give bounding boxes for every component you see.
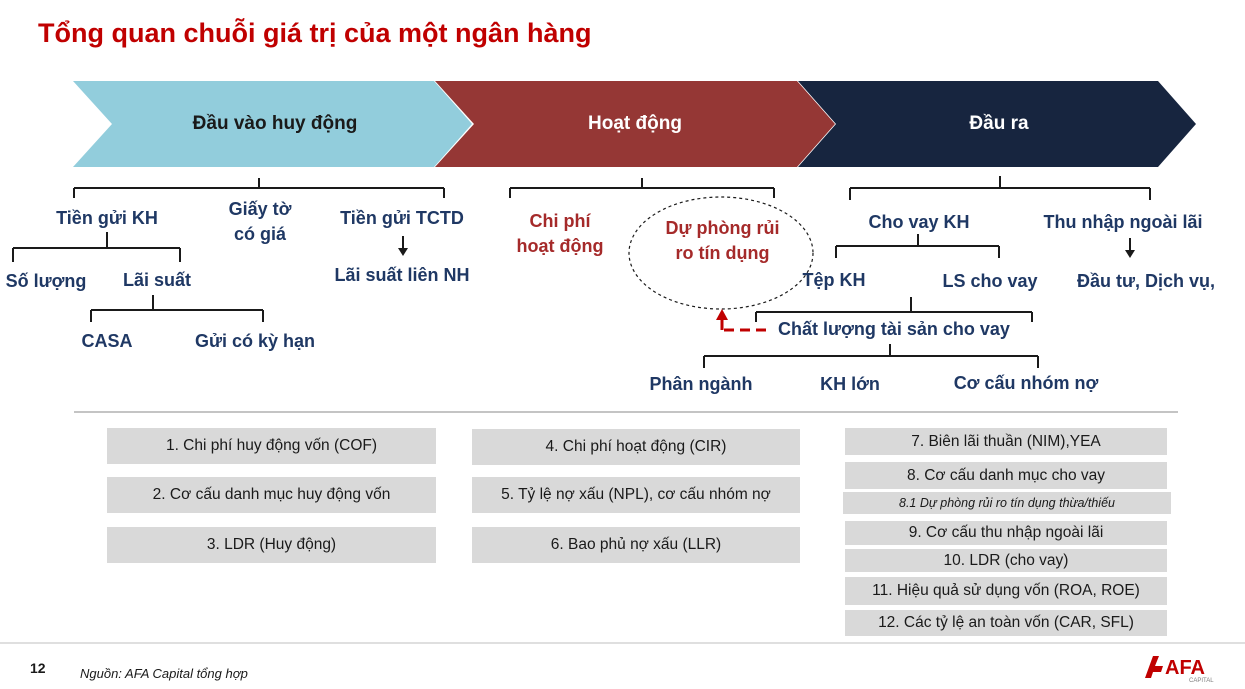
label-interest-rate: Lãi suất: [122, 270, 192, 290]
label-quantity: Số lượng: [5, 271, 87, 291]
label-debt-group-structure: Cơ cấu nhóm nợ: [953, 373, 1099, 393]
label-valuable-papers-1: Giấy tờ: [228, 199, 292, 219]
metric-roa-roe: 11. Hiệu quả sử dụng vốn (ROA, ROE): [845, 577, 1167, 605]
label-opex-1: Chi phí: [529, 211, 591, 231]
metric-funding-structure: 2. Cơ cấu danh mục huy động vốn: [107, 477, 436, 513]
metric-car-sfl: 12. Các tỷ lệ an toàn vốn (CAR, SFL): [845, 610, 1167, 636]
metric-ldr-lending: 10. LDR (cho vay): [845, 549, 1167, 572]
label-provision-2: ro tín dụng: [675, 243, 770, 263]
label-sector: Phân ngành: [649, 374, 753, 394]
label-deposits-tctd: Tiền gửi TCTD: [340, 208, 464, 228]
label-interbank-rate: Lãi suất liên NH: [334, 265, 470, 285]
label-asset-quality: Chất lượng tài sản cho vay: [778, 319, 1010, 339]
metric-ldr-funding: 3. LDR (Huy động): [107, 527, 436, 563]
label-non-interest-income: Thu nhập ngoài lãi: [1043, 212, 1203, 232]
metric-cof: 1. Chi phí huy động vốn (COF): [107, 428, 436, 464]
label-provision-1: Dự phòng rủi: [665, 218, 780, 238]
label-opex-2: hoạt động: [516, 236, 604, 256]
chevron-output-label: Đầu ra: [969, 113, 1029, 134]
metric-cir: 4. Chi phí hoạt động (CIR): [472, 429, 800, 465]
page-title: Tổng quan chuỗi giá trị của một ngân hàng: [38, 18, 592, 48]
page-number: 12: [30, 660, 46, 676]
chevron-input-label: Đầu vào huy động: [192, 113, 358, 134]
label-investment-services: Đầu tư, Dịch vụ,: [1076, 271, 1216, 291]
metric-llr: 6. Bao phủ nợ xấu (LLR): [472, 527, 800, 563]
metric-npl: 5. Tỷ lệ nợ xấu (NPL), cơ cấu nhóm nợ: [472, 477, 800, 513]
svg-text:AFA: AFA: [1165, 657, 1205, 679]
metric-non-interest-structure: 9. Cơ cấu thu nhập ngoài lãi: [845, 521, 1167, 545]
label-lending-kh: Cho vay KH: [868, 212, 970, 232]
metric-loan-portfolio: 8. Cơ cấu danh mục cho vay: [845, 462, 1167, 489]
metric-nim: 7. Biên lãi thuần (NIM),YEA: [845, 428, 1167, 455]
label-large-customers: KH lớn: [820, 374, 880, 394]
label-valuable-papers-2: có giá: [233, 224, 286, 244]
chevron-operation-label: Hoạt động: [588, 113, 682, 134]
label-deposits-kh: Tiền gửi KH: [56, 208, 158, 228]
metric-provision-surplus: 8.1 Dự phòng rủi ro tín dụng thừa/thiếu: [843, 492, 1171, 514]
label-casa: CASA: [81, 331, 133, 351]
label-customer-base: Tệp KH: [802, 270, 866, 290]
svg-text:CAPITAL: CAPITAL: [1189, 678, 1214, 684]
label-lending-rate: LS cho vay: [942, 271, 1038, 291]
afa-capital-logo: [1143, 650, 1223, 684]
source-note: Nguồn: AFA Capital tổng hợp: [80, 666, 248, 681]
label-term-deposit: Gửi có kỳ hạn: [194, 331, 316, 351]
